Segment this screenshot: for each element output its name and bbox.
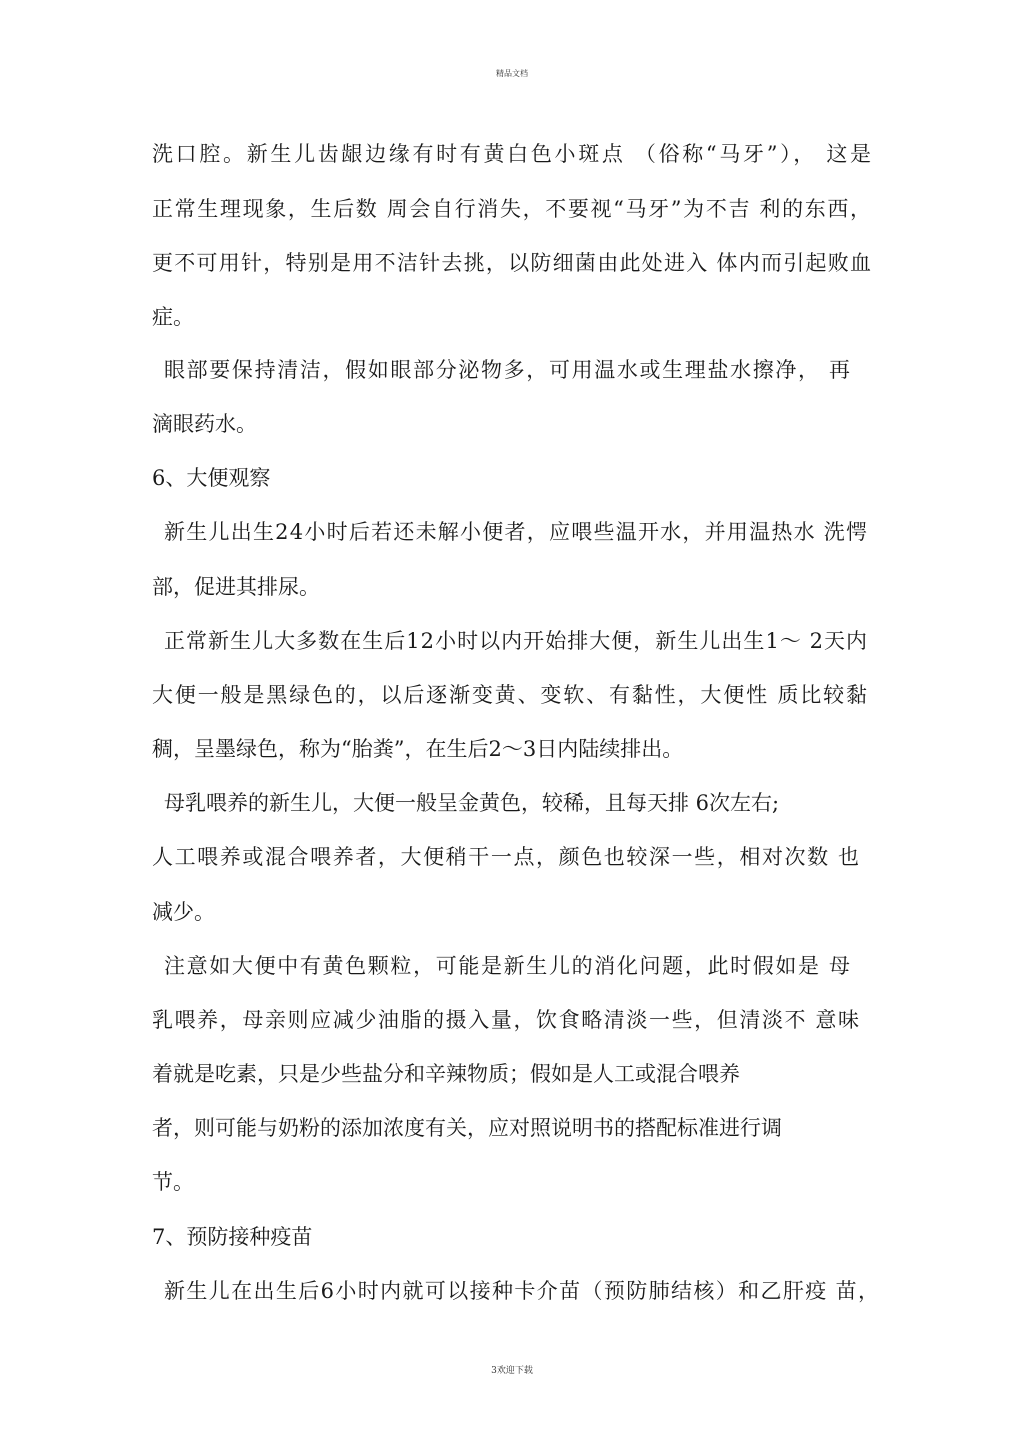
text-line: 新生儿出生24小时后若还未解小便者，应喂些温开水，并用温热水 洗愕: [164, 520, 869, 544]
text-line: 者，则可能与奶粉的添加浓度有关，应对照说明书的搭配标准进行调: [152, 1116, 782, 1140]
text-line: 部，促进其排尿。: [152, 575, 320, 599]
text-line: 大便一般是黑绿色的，以后逐渐变黄、变软、有黏性，大便性 质比较黏: [152, 683, 869, 707]
text-line: 人工喂养或混合喂养者，大便稍干一点，颜色也较深一些，相对次数 也: [152, 845, 861, 869]
text-line: 乳喂养，母亲则应减少油脂的摄入量，饮食略清淡一些，但清淡不 意味: [152, 1008, 861, 1032]
text-line: 稠，呈墨绿色，称为“胎粪”，在生后2～3日内陆续排出。: [152, 737, 684, 761]
footer-page-mark: 3欢迎下载: [491, 1366, 533, 1376]
text-line: 减少。: [152, 900, 215, 924]
header-watermark: 精品文档: [496, 69, 528, 78]
section-heading: 7、预防接种疫苗: [152, 1225, 313, 1249]
text-line: 症。: [152, 305, 194, 329]
text-line: 新生儿在出生后6小时内就可以接种卡介苗（预防肺结核）和乙肝疫 苗，: [164, 1279, 881, 1303]
text-line: 眼部要保持清洁，假如眼部分泌物多，可用温水或生理盐水擦净， 再: [164, 358, 852, 382]
text-line: 洗口腔。新生儿齿龈边缘有时有黄白色小斑点 （俗称“马牙”）， 这是: [152, 142, 874, 166]
text-line: 滴眼药水。: [152, 412, 257, 436]
text-line: 更不可用针，特别是用不洁针去挑，以防细菌由此处进入 体内而引起败血: [152, 251, 873, 275]
text-line: 注意如大便中有黄色颗粒，可能是新生儿的消化问题，此时假如是 母: [164, 954, 852, 978]
section-heading: 6、大便观察: [152, 466, 271, 490]
text-line: 着就是吃素，只是少些盐分和辛辣物质；假如是人工或混合喂养: [152, 1062, 740, 1086]
text-line: 节。: [152, 1170, 194, 1194]
text-line: 正常新生儿大多数在生后12小时以内开始排大便，新生儿出生1～ 2天内: [164, 629, 869, 653]
text-line: 母乳喂养的新生儿，大便一般呈金黄色，较稀，且每天排 6次左右;: [164, 791, 780, 815]
text-line: 正常生理现象，生后数 周会自行消失，不要视“马牙”为不吉 利的东西，: [152, 197, 873, 221]
